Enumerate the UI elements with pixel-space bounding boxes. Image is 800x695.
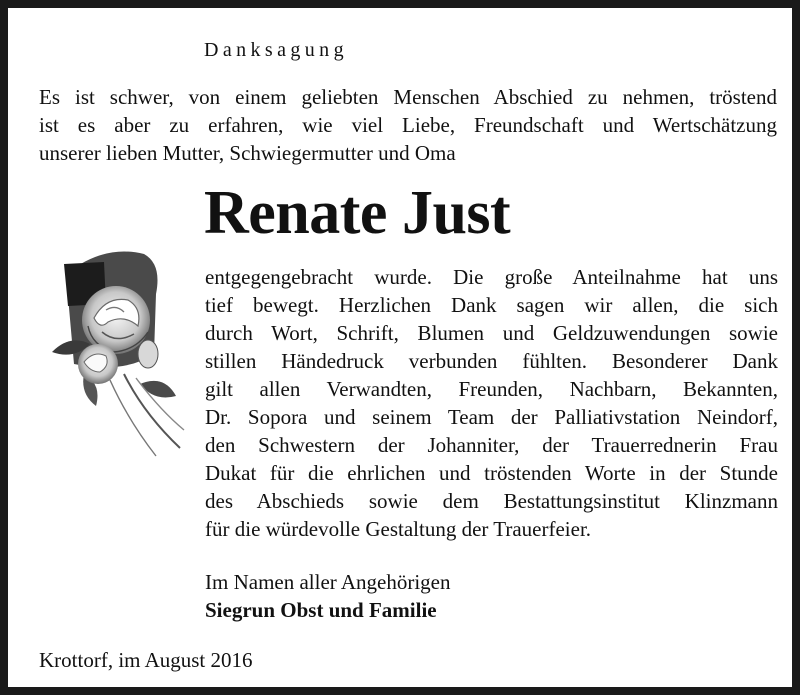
body-line: durch Wort, Schrift, Blumen und Geldzuwendungen sowie bbox=[205, 321, 778, 345]
body-line: gilt allen Verwandten, Freunden, Nachbarn, Bekannten, bbox=[205, 377, 778, 401]
body-line: den Schwestern der Johanniter, der Trauerrednerin Frau bbox=[205, 433, 778, 457]
notice-heading: Danksagung bbox=[204, 39, 348, 61]
body-line: Dukat für die ehrlichen und tröstenden Worte in der Stunde bbox=[205, 461, 778, 485]
body-line: stillen Händedruck verbunden fühlten. Besonderer Dank bbox=[205, 349, 778, 373]
body-line: entgegengebracht wurde. Die große Anteilnahme hat uns bbox=[205, 265, 778, 289]
body-line: Dr. Sopora und seinem Team der Palliativstation Neindorf, bbox=[205, 405, 778, 429]
place-date: Krottorf, im August 2016 bbox=[39, 648, 253, 672]
body-line: tief bewegt. Herzlichen Dank sagen wir allen, die sich bbox=[205, 293, 778, 317]
intro-line: ist es aber zu erfahren, wie viel Liebe, Freundschaft und Wertschätzung bbox=[39, 113, 777, 137]
intro-line: unserer lieben Mutter, Schwiegermutter und Oma bbox=[39, 141, 456, 165]
rose-icon bbox=[44, 234, 192, 464]
signature-name: Siegrun Obst und Familie bbox=[205, 598, 437, 622]
body-line: des Abschieds sowie dem Bestattungsinstitut Klinzmann bbox=[205, 489, 778, 513]
deceased-name: Renate Just bbox=[204, 179, 511, 247]
signature-intro: Im Namen aller Angehörigen bbox=[205, 570, 451, 594]
body-line: für die würdevolle Gestaltung der Trauerfeier. bbox=[205, 517, 592, 541]
intro-line: Es ist schwer, von einem geliebten Menschen Abschied zu nehmen, tröstend bbox=[39, 85, 777, 109]
